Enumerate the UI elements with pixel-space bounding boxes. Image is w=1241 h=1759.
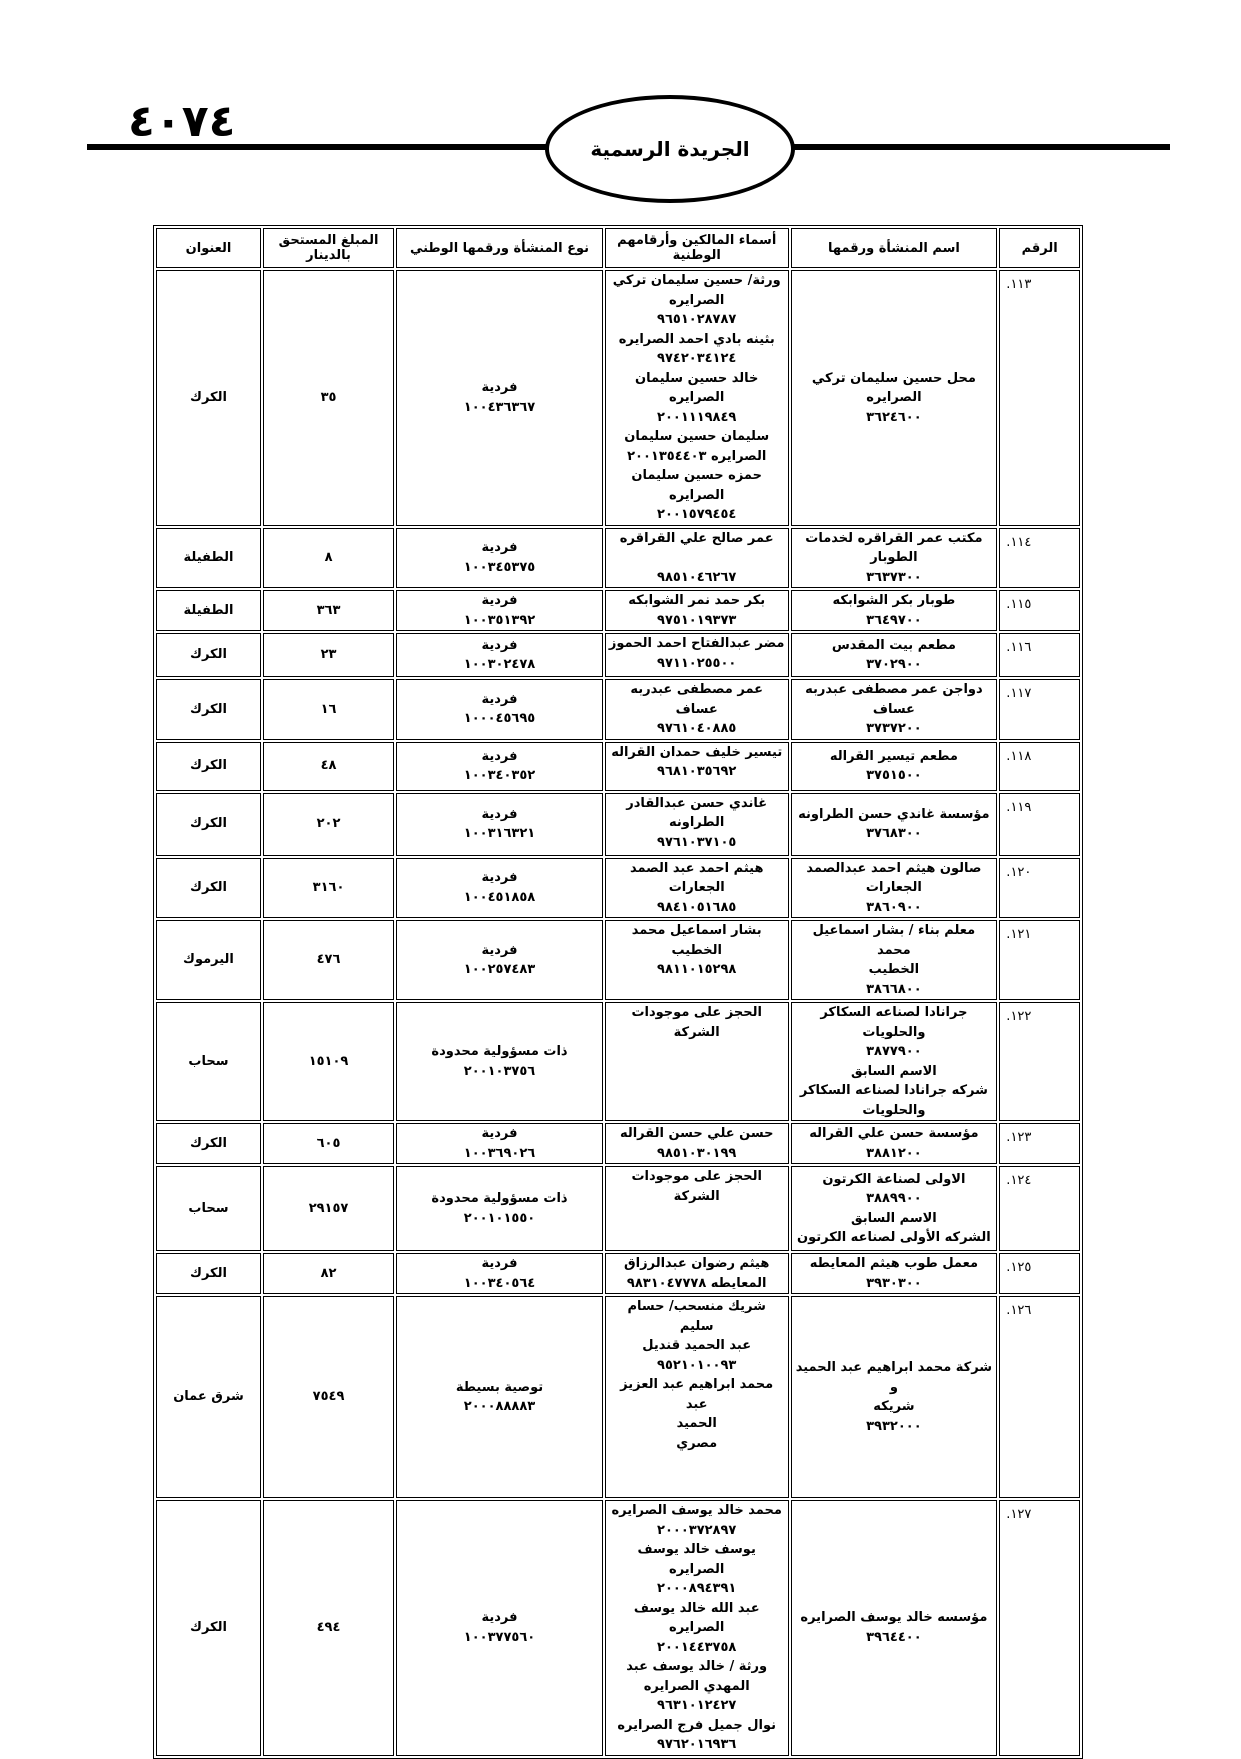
establishment-type-cell: فردية ١٠٠٣٤٠٥٦٤ <box>396 1253 603 1294</box>
establishment-type-cell: توصية بسيطة ٢٠٠٠٨٨٨٨٣ <box>396 1296 603 1498</box>
establishment-type-cell: فردية ١٠٠٣٠٢٤٧٨ <box>396 633 603 677</box>
establishment-name-cell: محل حسين سليمان تركي الصرايره ٣٦٢٤٦٠٠ <box>791 270 998 526</box>
page-number: ٤٠٧٤ <box>128 96 236 147</box>
col-header-number: الرقم <box>999 228 1080 268</box>
address-cell: سحاب <box>156 1166 261 1251</box>
table-row <box>156 633 1080 677</box>
table-row <box>156 528 1080 589</box>
establishment-type-cell: فردية ١٠٠٢٥٧٤٨٣ <box>396 920 603 1000</box>
address-cell: الكرك <box>156 270 261 526</box>
entry-number-cell: ١٢٤. <box>999 1166 1080 1251</box>
entry-number-cell: ١١٧. <box>999 679 1080 740</box>
establishment-type-cell: ذات مسؤولية محدودة ٢٠٠١٠٣٧٥٦ <box>396 1002 603 1121</box>
establishment-name-cell: مؤسسة حسن علي القراله ٣٨٨١٢٠٠ <box>791 1123 998 1164</box>
table-row <box>156 742 1080 791</box>
owners-cell: محمد خالد يوسف الصرايره ٢٠٠٠٣٧٢٨٩٧ يوسف خالد يوسف الصرايره ٢٠٠٠٨٩٤٣٩١ عبد الله خالد يوسف الصرايره ٢٠٠١٤٤٣٧٥٨ ورثة / خالد يوسف عبد المهدي الصرايره ٩٦٣١٠١٢٤٢٧ نوال جميل فرج الصرايره ٩٧٦٢٠١٦٩٣٦ <box>605 1500 789 1756</box>
establishment-type-cell: فردية ١٠٠٣٥١٣٩٢ <box>396 590 603 631</box>
amount-due-cell: ١٦ <box>263 679 394 740</box>
table-row <box>156 858 1080 919</box>
establishment-name-cell: الاولى لصناعة الكرتون ٣٨٨٩٩٠٠ الاسم السابق الشركه الأولى لصناعه الكرتون <box>791 1166 998 1251</box>
table-row <box>156 1002 1080 1121</box>
owners-cell: هيثم احمد عبد الصمد الجعارات ٩٨٤١٠٥١٦٨٥ <box>605 858 789 919</box>
entry-number-cell: ١١٩. <box>999 793 1080 856</box>
amount-due-cell: ١٥١٠٩ <box>263 1002 394 1121</box>
table-row <box>156 590 1080 631</box>
amount-due-cell: ٧٥٤٩ <box>263 1296 394 1498</box>
establishment-name-cell: طوبار بكر الشوابكه ٣٦٤٩٧٠٠ <box>791 590 998 631</box>
col-header-amount: المبلغ المستحق بالدينار <box>263 228 394 268</box>
table-row <box>156 1166 1080 1251</box>
col-header-establishment: اسم المنشأة ورقمها <box>791 228 998 268</box>
owners-cell: عمر مصطفى عبدربه عساف ٩٧٦١٠٤٠٨٨٥ <box>605 679 789 740</box>
address-cell: سحاب <box>156 1002 261 1121</box>
table-header-row <box>156 228 1080 268</box>
establishment-name-cell: مطعم بيت المقدس ٣٧٠٢٩٠٠ <box>791 633 998 677</box>
entry-number-cell: ١٢٥. <box>999 1253 1080 1294</box>
address-cell: الكرك <box>156 1500 261 1756</box>
notices-table <box>153 225 1083 1759</box>
amount-due-cell: ٦٠٥ <box>263 1123 394 1164</box>
establishment-type-cell: ذات مسؤولية محدودة ٢٠٠١٠١٥٥٠ <box>396 1166 603 1251</box>
owners-cell: مضر عبدالفتاح احمد الحموز ٩٧١١٠٢٥٥٠٠ <box>605 633 789 677</box>
amount-due-cell: ٨ <box>263 528 394 589</box>
amount-due-cell: ٨٢ <box>263 1253 394 1294</box>
amount-due-cell: ٣١٦٠ <box>263 858 394 919</box>
gazette-title: الجريدة الرسمية <box>590 137 750 161</box>
entry-number-cell: ١٢١. <box>999 920 1080 1000</box>
gazette-title-seal <box>545 95 795 203</box>
establishment-type-cell: فردية ١٠٠٣١٦٣٢١ <box>396 793 603 856</box>
establishment-name-cell: مطعم تيسير القراله ٣٧٥١٥٠٠ <box>791 742 998 791</box>
establishment-name-cell: جرانادا لصناعه السكاكر والحلويات ٣٨٧٧٩٠٠ الاسم السابق شركه جرانادا لصناعه السكاكر والحلويات <box>791 1002 998 1121</box>
entry-number-cell: ١١٨. <box>999 742 1080 791</box>
entry-number-cell: ١٢٧. <box>999 1500 1080 1756</box>
entry-number-cell: ١٢٠. <box>999 858 1080 919</box>
amount-due-cell: ٣٦٣ <box>263 590 394 631</box>
establishment-name-cell: مؤسسة غاندي حسن الطراونه ٣٧٦٨٣٠٠ <box>791 793 998 856</box>
entry-number-cell: ١١٥. <box>999 590 1080 631</box>
owners-cell: تيسير خليف حمدان القراله ٩٦٨١٠٣٥٦٩٢ <box>605 742 789 791</box>
entry-number-cell: ١١٣. <box>999 270 1080 526</box>
establishment-name-cell: دواجن عمر مصطفى عبدربه عساف ٣٧٣٧٢٠٠ <box>791 679 998 740</box>
amount-due-cell: ٢٣ <box>263 633 394 677</box>
establishment-name-cell: صالون هيثم احمد عبدالصمد الجعارات ٣٨٦٠٩٠٠ <box>791 858 998 919</box>
owners-cell: بشار اسماعيل محمد الخطيب ٩٨١١٠١٥٢٩٨ <box>605 920 789 1000</box>
table-row <box>156 1123 1080 1164</box>
owners-cell: الحجز على موجودات الشركة <box>605 1166 789 1251</box>
col-header-owners: أسماء المالكين وأرقامهم الوطنية <box>605 228 789 268</box>
table-row <box>156 1296 1080 1498</box>
establishment-type-cell: فردية ١٠٠٠٤٥٦٩٥ <box>396 679 603 740</box>
address-cell: الكرك <box>156 858 261 919</box>
establishment-name-cell: معمل طوب هيثم المعايطه ٣٩٣٠٣٠٠ <box>791 1253 998 1294</box>
establishment-type-cell: فردية ١٠٠٤٣٦٣٦٧ <box>396 270 603 526</box>
establishment-type-cell: فردية ١٠٠٣٤٠٣٥٢ <box>396 742 603 791</box>
owners-cell: شريك منسحب/ حسام سليم عبد الحميد قنديل ٩٥٢١٠١٠٠٩٣ محمد ابراهيم عبد العزيز عبد الحميد مصري <box>605 1296 789 1498</box>
owners-cell: غاندي حسن عبدالقادر الطراونه ٩٧٦١٠٣٧١٠٥ <box>605 793 789 856</box>
amount-due-cell: ٣٥ <box>263 270 394 526</box>
establishment-name-cell: معلم بناء / بشار اسماعيل محمد الخطيب ٣٨٦٦٨٠٠ <box>791 920 998 1000</box>
entry-number-cell: ١٢٣. <box>999 1123 1080 1164</box>
address-cell: الكرك <box>156 793 261 856</box>
entry-number-cell: ١٢٢. <box>999 1002 1080 1121</box>
address-cell: الكرك <box>156 1253 261 1294</box>
owners-cell: ورثة/ حسين سليمان تركي الصرايره ٩٦٥١٠٢٨٧٨٧ بثينه بادي احمد الصرايره ٩٧٤٢٠٣٤١٢٤ خالد حسين سليمان الصرايره ٢٠٠١١١٩٨٤٩ سليمان حسين سليمان الصرايره ٢٠٠١٣٥٤٤٠٣ حمزه حسين سليمان الصرايره ٢٠٠١٥٧٩٤٥٤ <box>605 270 789 526</box>
address-cell: الطفيلة <box>156 528 261 589</box>
owners-cell: هيثم رضوان عبدالرزاق المعايطه ٩٨٣١٠٤٧٧٧٨ <box>605 1253 789 1294</box>
amount-due-cell: ٤٩٤ <box>263 1500 394 1756</box>
establishment-type-cell: فردية ١٠٠٤٥١٨٥٨ <box>396 858 603 919</box>
owners-cell: بكر حمد نمر الشوابكه ٩٧٥١٠١٩٣٧٣ <box>605 590 789 631</box>
table-row <box>156 1500 1080 1756</box>
address-cell: اليرموك <box>156 920 261 1000</box>
establishment-name-cell: مكتب عمر القراقره لخدمات الطوبار ٣٦٣٧٣٠٠ <box>791 528 998 589</box>
table-row <box>156 1253 1080 1294</box>
owners-cell: الحجز على موجودات الشركة <box>605 1002 789 1121</box>
amount-due-cell: ٢٠٢ <box>263 793 394 856</box>
establishment-name-cell: شركة محمد ابراهيم عبد الحميد و شريكه ٣٩٣٢٠٠٠ <box>791 1296 998 1498</box>
address-cell: الكرك <box>156 742 261 791</box>
col-header-address: العنوان <box>156 228 261 268</box>
table-row <box>156 920 1080 1000</box>
owners-cell: عمر صالح علي القراقره ٩٨٥١٠٤٦٢٦٧ <box>605 528 789 589</box>
entry-number-cell: ١١٦. <box>999 633 1080 677</box>
establishment-type-cell: فردية ١٠٠٣٦٩٠٢٦ <box>396 1123 603 1164</box>
table-row <box>156 793 1080 856</box>
amount-due-cell: ٤٧٦ <box>263 920 394 1000</box>
table-row <box>156 270 1080 526</box>
owners-cell: حسن علي حسن القراله ٩٨٥١٠٣٠١٩٩ <box>605 1123 789 1164</box>
col-header-type: نوع المنشأة ورقمها الوطني <box>396 228 603 268</box>
entry-number-cell: ١١٤. <box>999 528 1080 589</box>
amount-due-cell: ٤٨ <box>263 742 394 791</box>
address-cell: الكرك <box>156 633 261 677</box>
establishment-type-cell: فردية ١٠٠٣٧٧٥٦٠ <box>396 1500 603 1756</box>
entry-number-cell: ١٢٦. <box>999 1296 1080 1498</box>
address-cell: الطفيلة <box>156 590 261 631</box>
establishment-name-cell: مؤسسه خالد يوسف الصرايره ٣٩٦٤٤٠٠ <box>791 1500 998 1756</box>
address-cell: الكرك <box>156 679 261 740</box>
address-cell: شرق عمان <box>156 1296 261 1498</box>
address-cell: الكرك <box>156 1123 261 1164</box>
amount-due-cell: ٢٩١٥٧ <box>263 1166 394 1251</box>
establishment-type-cell: فردية ١٠٠٣٤٥٣٧٥ <box>396 528 603 589</box>
table-row <box>156 679 1080 740</box>
